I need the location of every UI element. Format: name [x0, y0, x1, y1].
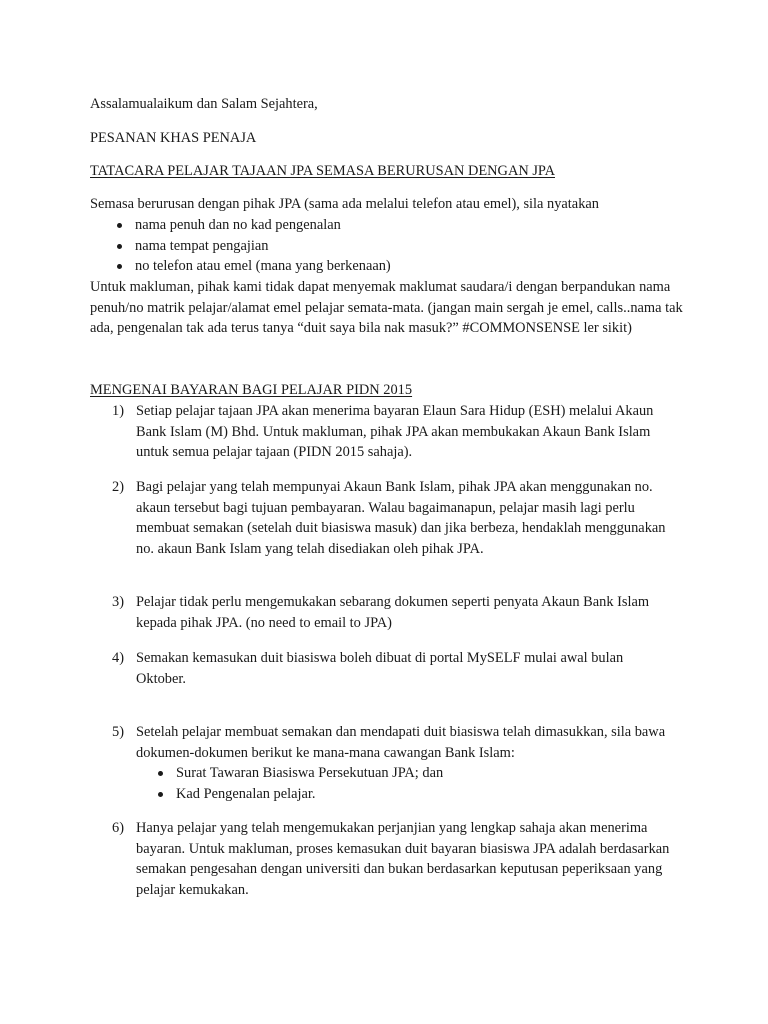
- numbered-item-5: [112, 722, 672, 804]
- section1-title: TATACARA PELAJAR TAJAAN JPA SEMASA BERURUSAN DENGAN JPA: [90, 163, 555, 179]
- item-text: Hanya pelajar yang telah mengemukakan perjanjian yang lengkap sahaja akan menerima bayaran. Untuk makluman, proses kemasukan duit bayaran biasiswa JPA adalah berdasarkan semakan pengesahan dengan universiti dan bukan berdasarkan keputusan peperiksaan yang pelajar kemukakan.: [136, 820, 670, 898]
- numbered-item-6: [112, 818, 672, 900]
- header-title: PESANAN KHAS PENAJA: [90, 130, 257, 146]
- item-text: Bagi pelajar yang telah mempunyai Akaun Bank Islam, pihak JPA akan menggunakan no. akaun tersebut bagi tujuan pembayaran. Walau bagaimanapun, pelajar masih lagi perlu membuat semakan (setelah duit biasiswa masuk) dan jika berbeza, hendaklah menggunakan no. akaun Bank Islam yang telah disediakan oleh pihak JPA.: [136, 479, 666, 557]
- list-item: nama tempat pengajian: [115, 236, 391, 257]
- item-text: Setiap pelajar tajaan JPA akan menerima bayaran Elaun Sara Hidup (ESH) melalui Akaun Bank Islam (M) Bhd. Untuk makluman, pihak JPA akan membukakan Akaun Bank Islam untuk semua pelajar tajaan (PIDN 2015 sahaja).: [136, 403, 654, 460]
- greeting: Assalamualaikum dan Salam Sejahtera,: [90, 96, 318, 112]
- item-text: Semakan kemasukan duit biasiswa boleh dibuat di portal MySELF mulai awal bulan Oktober.: [136, 650, 624, 687]
- section2-title: MENGENAI BAYARAN BAGI PELAJAR PIDN 2015: [90, 382, 413, 398]
- list-item: Kad Pengenalan pelajar.: [156, 784, 672, 805]
- item-number: 4): [112, 650, 124, 666]
- item-text: Setelah pelajar membuat semakan dan mendapati duit biasiswa telah dimasukkan, sila bawa dokumen-dokumen berikut ke mana-mana cawangan Bank Islam:: [136, 724, 666, 761]
- numbered-item-3: [112, 592, 672, 633]
- section1-intro: Semasa berurusan dengan pihak JPA (sama ada melalui telefon atau emel), sila nyatakan: [90, 196, 599, 212]
- numbered-item-1: [112, 401, 672, 463]
- numbered-item-2: [112, 477, 672, 559]
- item-number: 2): [112, 479, 124, 495]
- item-number: 3): [112, 594, 124, 610]
- list-item: nama penuh dan no kad pengenalan: [115, 215, 391, 236]
- item-number: 6): [112, 820, 124, 836]
- section1-bullet-list: [115, 215, 391, 277]
- item-number: 1): [112, 403, 124, 419]
- item-5-sub-list: [156, 763, 672, 804]
- list-item: no telefon atau emel (mana yang berkenaan): [115, 256, 391, 277]
- section1-note: Untuk makluman, pihak kami tidak dapat menyemak maklumat saudara/i dengan berpandukan nama penuh/no matrik pelajar/alamat emel pelajar semata-mata. (jangan main sergah je emel, calls..nama tak ada, pengenalan tak ada terus tanya “duit saya bila nak masuk?” #COMMONSENSE ler sikit): [90, 279, 683, 336]
- list-item: Surat Tawaran Biasiswa Persekutuan JPA; dan: [156, 763, 672, 784]
- item-text: Pelajar tidak perlu mengemukakan sebarang dokumen seperti penyata Akaun Bank Islam kepada pihak JPA. (no need to email to JPA): [136, 594, 650, 631]
- numbered-item-4: [112, 648, 672, 689]
- item-number: 5): [112, 724, 124, 740]
